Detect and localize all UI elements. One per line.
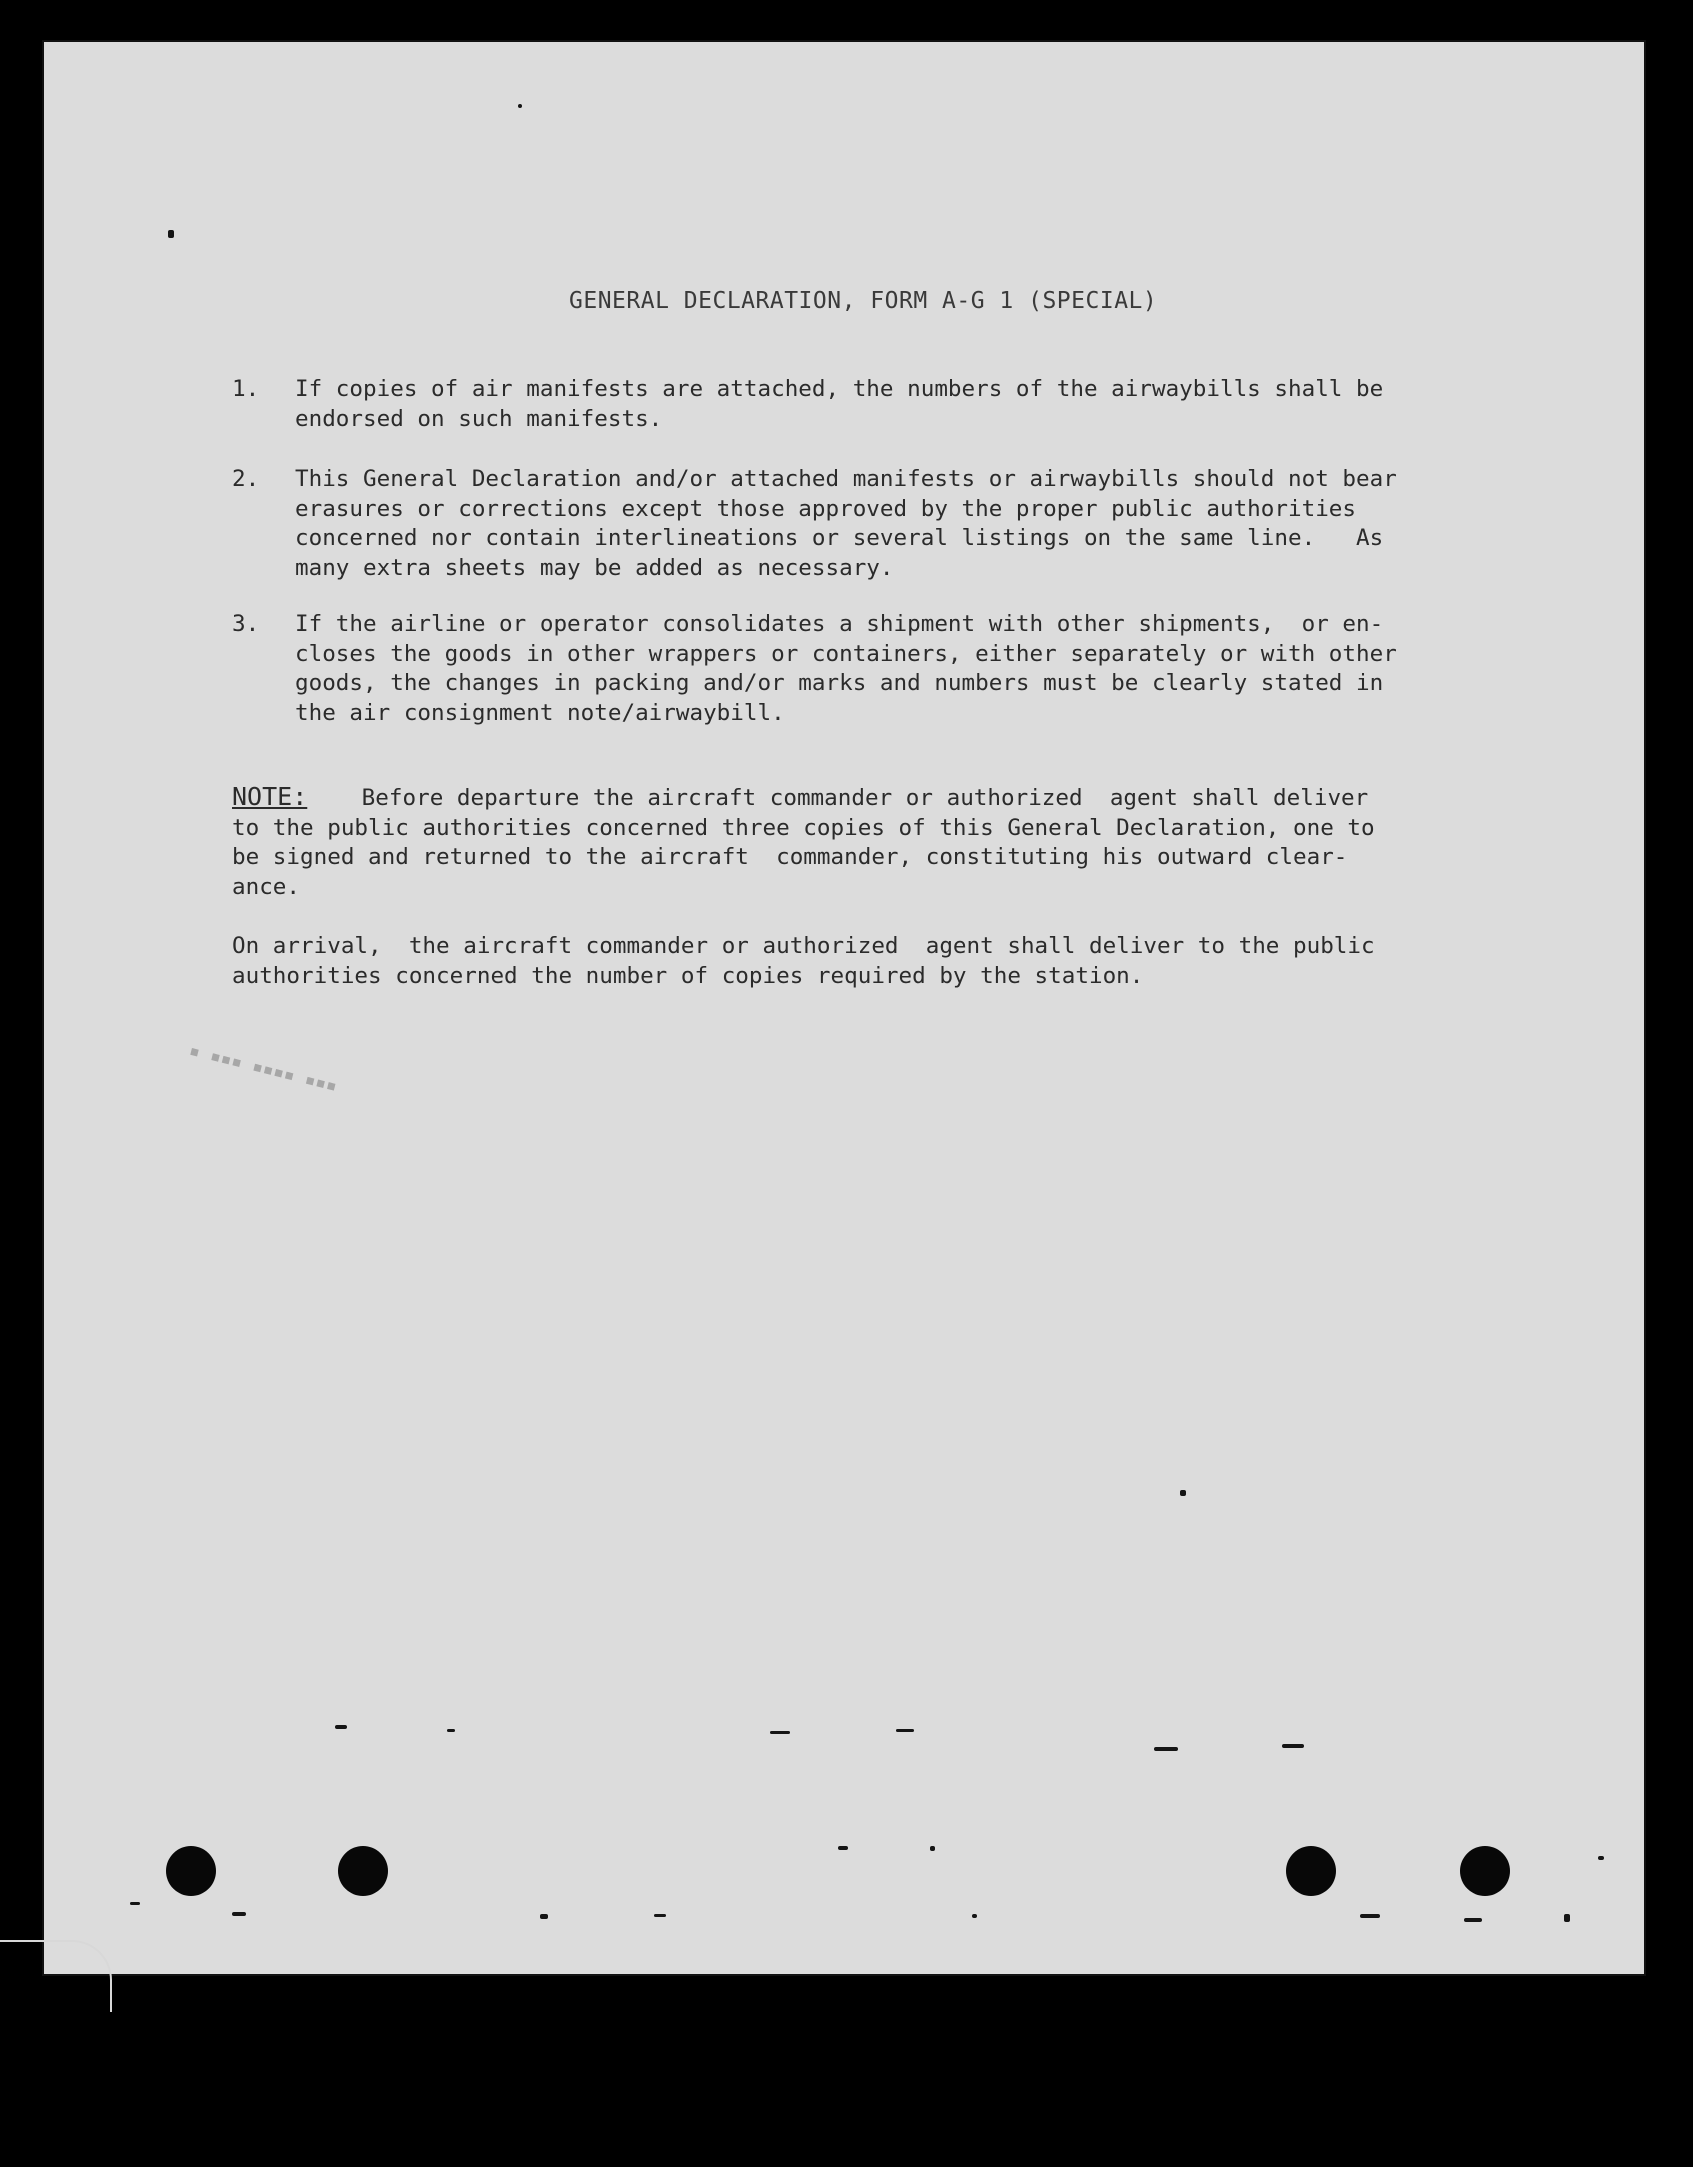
speck xyxy=(1598,1856,1604,1860)
scan-edge-mark xyxy=(0,1940,112,2012)
speck xyxy=(972,1914,977,1918)
note-paragraph xyxy=(232,782,1602,902)
speck xyxy=(1180,1490,1186,1496)
speck xyxy=(518,104,522,108)
item-text: This General Declaration and/or attached manifests or airwaybills should not bear erasures or corrections except those approved by the proper public authorities concerned nor contain interlineations or several listings on the same line. As many extra sheets may be added as necessary. xyxy=(295,466,1397,581)
item-text: If the airline or operator consolidates a shipment with other shipments, or en- closes the goods in other wrappers or containers, either separately or with other goods, the changes in packing and/or marks and numbers must be clearly stated in the air consignment note/airwaybill. xyxy=(295,611,1397,726)
item-text: If copies of air manifests are attached, the numbers of the airwaybills shall be endorsed on such manifests. xyxy=(295,376,1384,432)
item-number: 2. xyxy=(232,466,260,492)
speck xyxy=(654,1914,666,1917)
punch-hole-2 xyxy=(338,1846,388,1896)
speck xyxy=(130,1902,140,1905)
speck xyxy=(168,230,174,238)
speck xyxy=(770,1731,790,1734)
punch-hole-1 xyxy=(166,1846,216,1896)
speck xyxy=(232,1912,246,1916)
speck xyxy=(540,1914,548,1919)
item-number: 1. xyxy=(232,376,260,402)
paper-sheet xyxy=(42,40,1646,1976)
item-number: 3. xyxy=(232,611,260,637)
document-title: GENERAL DECLARATION, FORM A-G 1 (SPECIAL) xyxy=(569,288,1158,314)
speck xyxy=(1282,1744,1304,1748)
punch-hole-4 xyxy=(1460,1846,1510,1896)
speck xyxy=(896,1729,914,1732)
note-label: NOTE: xyxy=(232,782,308,811)
speck xyxy=(335,1725,347,1729)
faint-stamp-mark: ▪ ▪▪▪ ▪▪▪▪ ▪▪▪ xyxy=(186,1040,340,1098)
speck xyxy=(838,1846,848,1850)
speck xyxy=(447,1729,455,1732)
speck xyxy=(1464,1918,1482,1922)
speck xyxy=(1360,1914,1380,1918)
speck xyxy=(930,1846,935,1851)
punch-hole-3 xyxy=(1286,1846,1336,1896)
speck xyxy=(1154,1747,1178,1751)
note-text: Before departure the aircraft commander or authorized agent shall deliver to the public authorities concerned three copies of this General Declaration, one to be signed and returned to the aircraft commander, constituting his outward clear- ance. xyxy=(232,785,1375,900)
arrival-paragraph: On arrival, the aircraft commander or authorized agent shall deliver to the public authorities concerned the number of copies required by the station. xyxy=(232,933,1375,989)
speck xyxy=(1564,1914,1570,1922)
